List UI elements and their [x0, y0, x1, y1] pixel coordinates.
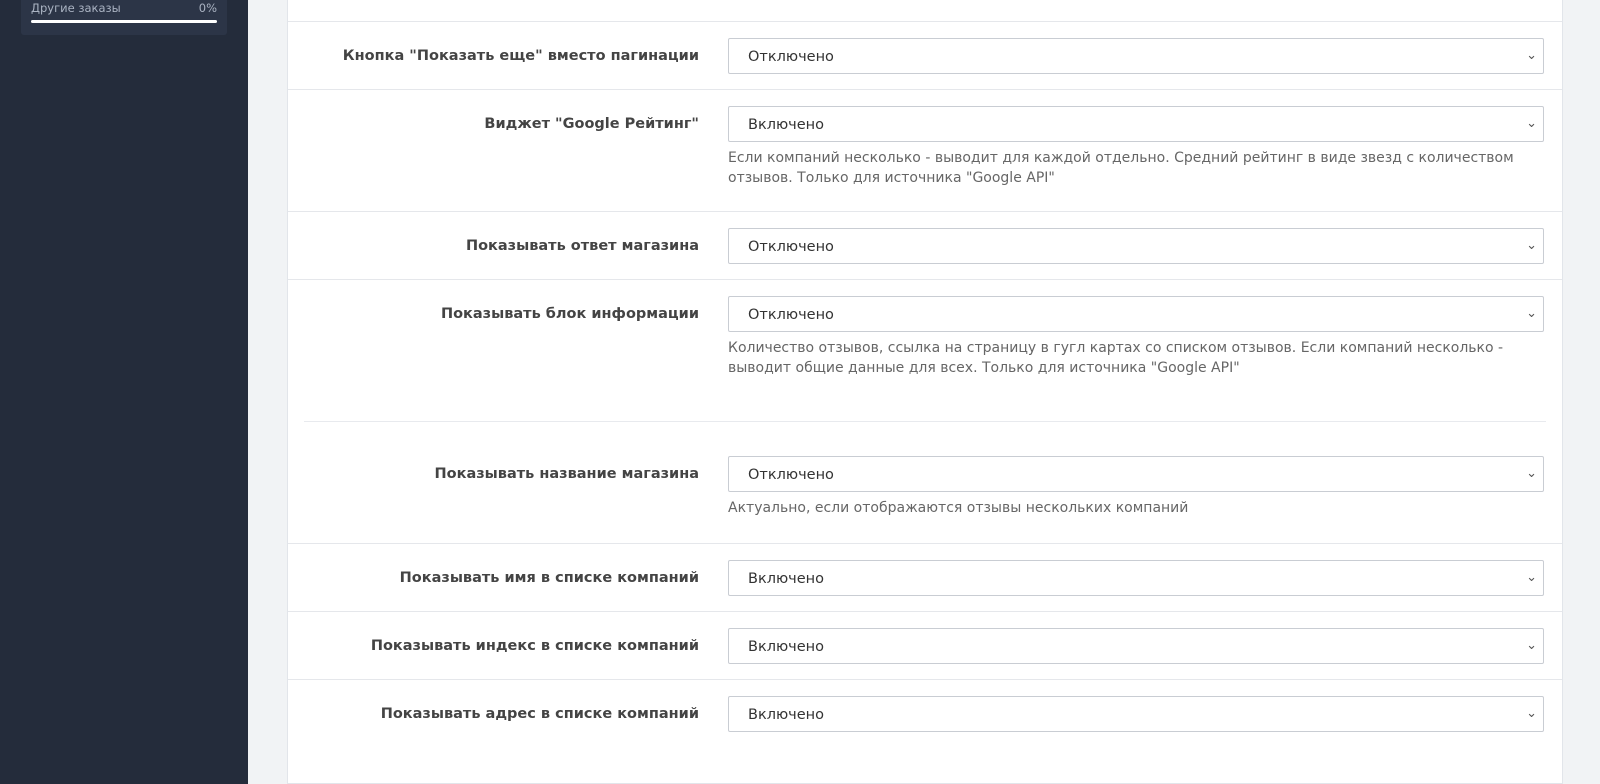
setting-row: [288, 89, 1562, 212]
select-value: Включено: [748, 639, 825, 655]
setting-label: Показывать имя в списке компаний: [399, 570, 699, 586]
setting-label: Показывать блок информации: [440, 306, 699, 322]
chevron-down-icon: ⌄: [1526, 466, 1537, 481]
chevron-down-icon: ⌄: [1526, 638, 1537, 653]
setting-help-text: Если компаний несколько - выводит для каждой отдельно. Средний рейтинг в виде звезд с количеством отзывов. Только для источника "Google API": [728, 150, 1514, 186]
setting-row: [288, 679, 1562, 783]
chevron-down-icon: ⌄: [1526, 116, 1537, 131]
setting-select[interactable]: [728, 38, 1544, 74]
sidebar: [0, 0, 248, 784]
setting-label: Показывать индекс в списке компаний: [370, 638, 699, 654]
setting-help-text: Актуально, если отображаются отзывы нескольких компаний: [728, 500, 1189, 516]
chevron-down-icon: ⌄: [1526, 570, 1537, 585]
select-value: Включено: [748, 571, 825, 587]
group-divider: [304, 421, 1546, 422]
main-content: [248, 0, 1600, 784]
setting-group: [288, 279, 1562, 544]
select-value: Отключено: [748, 239, 834, 255]
setting-help-text: Количество отзывов, ссылка на страницу в гугл картах со списком отзывов. Если компаний несколько - выводит общие данные для всех. Только для источника "Google API": [728, 340, 1504, 376]
sidebar-stat-card: [21, 0, 227, 35]
setting-label: Виджет "Google Рейтинг": [484, 116, 699, 132]
setting-select[interactable]: [728, 228, 1544, 264]
chevron-down-icon: ⌄: [1526, 306, 1537, 321]
setting-select[interactable]: [728, 560, 1544, 596]
select-value: Включено: [748, 117, 825, 133]
chevron-down-icon: ⌄: [1526, 238, 1537, 253]
setting-label: Показывать ответ магазина: [465, 238, 699, 254]
select-value: Отключено: [748, 307, 834, 323]
chevron-down-icon: ⌄: [1526, 706, 1537, 721]
stat-value: 0%: [198, 1, 217, 15]
setting-select[interactable]: [728, 456, 1544, 492]
stat-label: Другие заказы: [31, 1, 121, 15]
select-value: Отключено: [748, 49, 834, 65]
select-value: Отключено: [748, 467, 834, 483]
setting-row: [288, 611, 1562, 680]
select-value: Включено: [748, 707, 825, 723]
setting-label: Показывать название магазина: [434, 466, 699, 482]
setting-label: Кнопка "Показать еще" вместо пагинации: [342, 48, 699, 64]
setting-row: [288, 543, 1562, 612]
setting-select[interactable]: [728, 296, 1544, 332]
chevron-down-icon: ⌄: [1526, 48, 1537, 63]
settings-panel: [287, 0, 1563, 784]
setting-row: [288, 211, 1562, 280]
setting-label: Показывать адрес в списке компаний: [380, 706, 699, 722]
setting-select[interactable]: [728, 628, 1544, 664]
setting-row: [288, 21, 1562, 90]
setting-select[interactable]: [728, 696, 1544, 732]
setting-select[interactable]: [728, 106, 1544, 142]
stat-progress-bar: [31, 20, 217, 23]
